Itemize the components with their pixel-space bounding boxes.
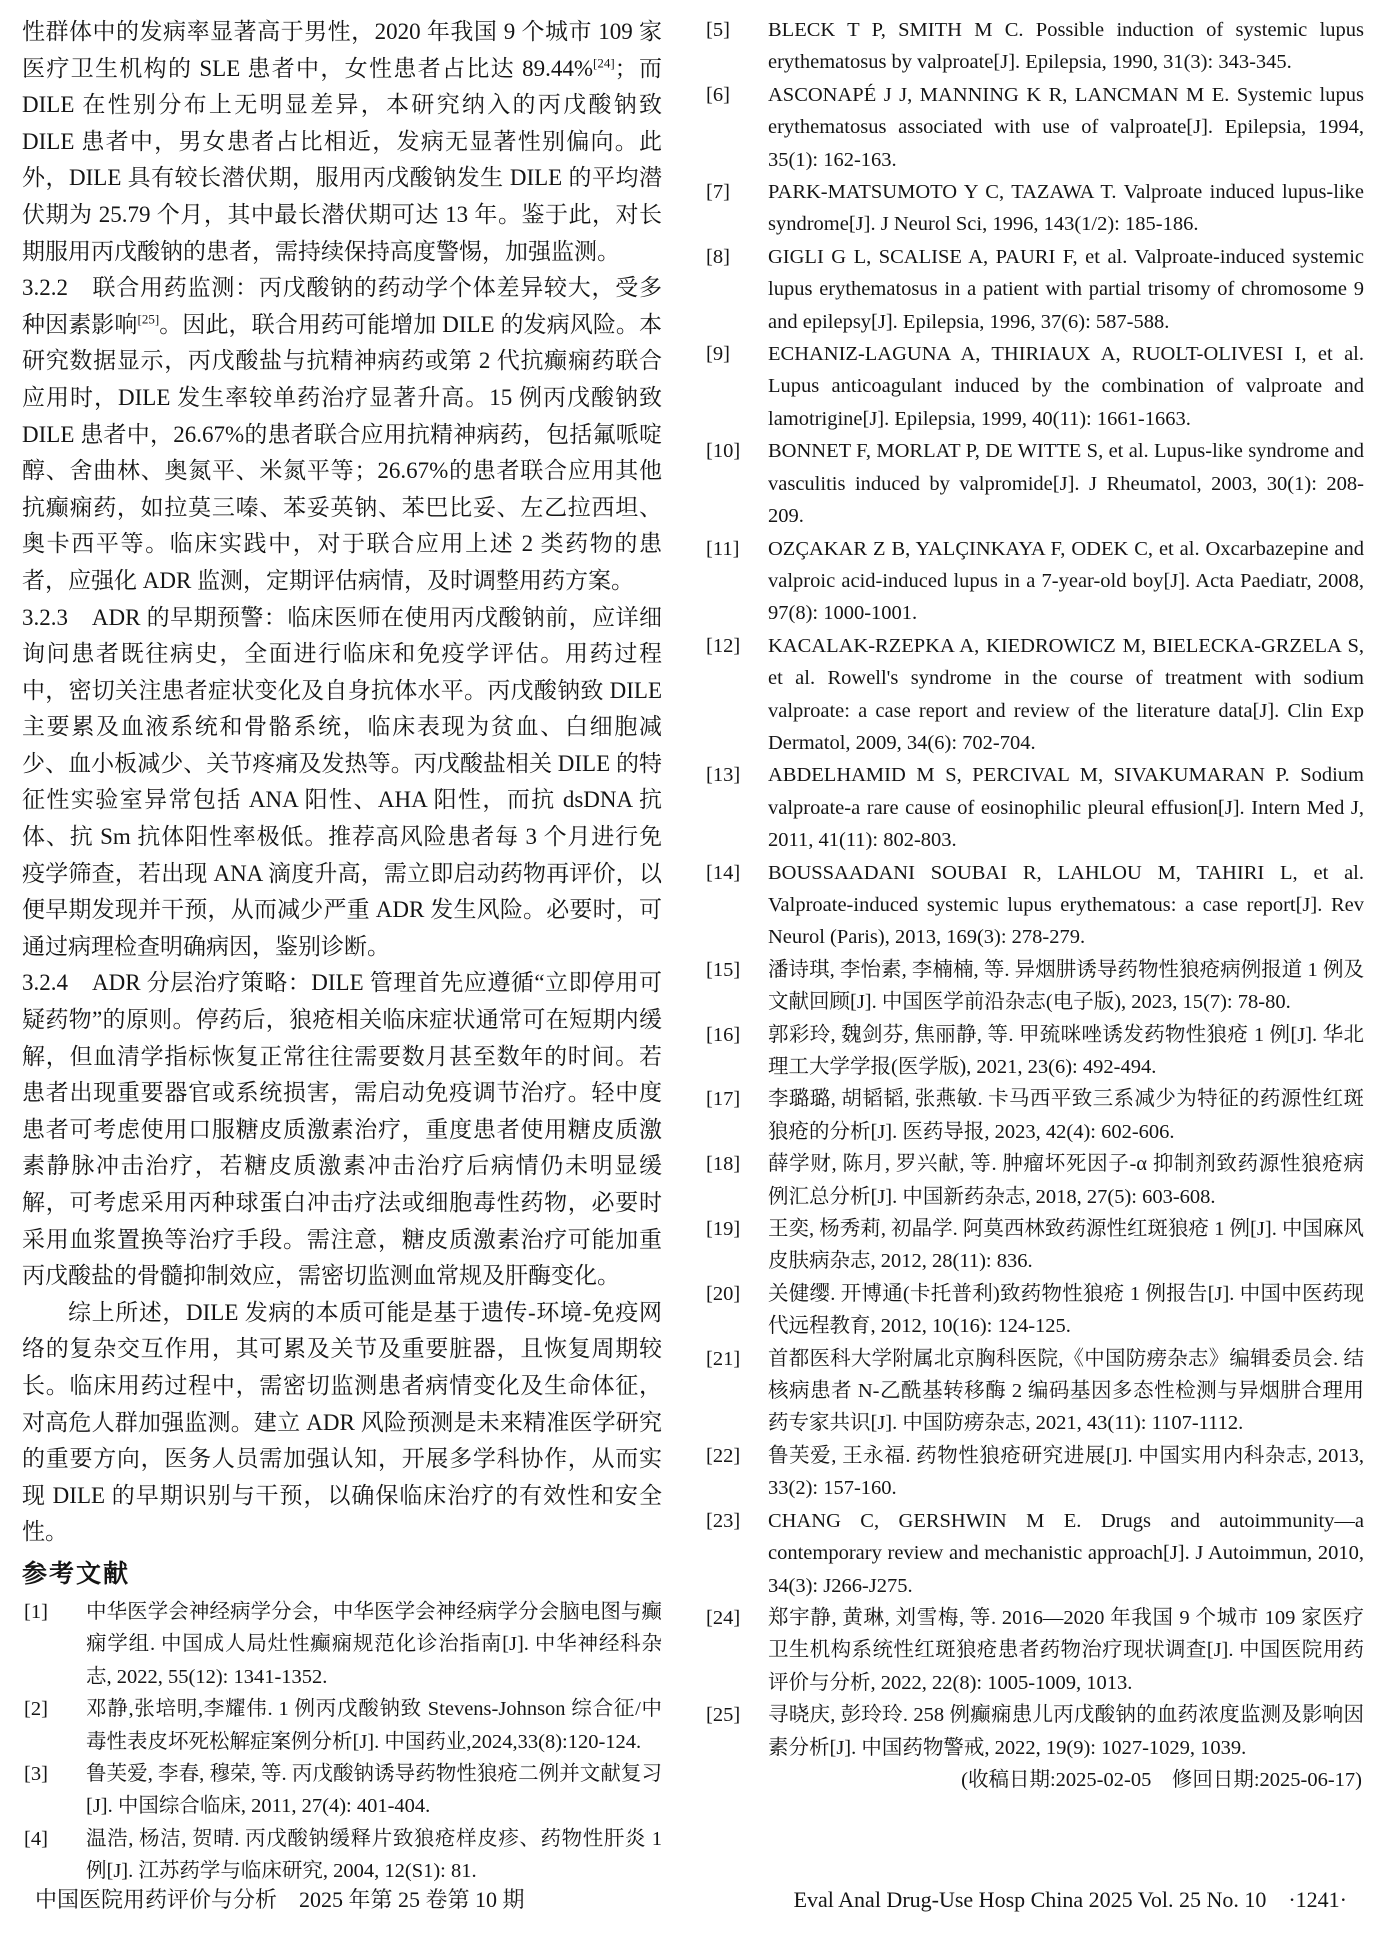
reference-item: [704, 79, 1364, 176]
reference-item: [704, 533, 1364, 630]
reference-text: 李璐璐, 胡韬韬, 张燕敏. 卡马西平致三系减少为特征的药源性红斑狼疮的分析[J]. 医药导报, 2023, 42(4): 602-606.: [768, 1088, 1364, 1143]
reference-item: [704, 954, 1364, 1019]
reference-text: PARK-MATSUMOTO Y C, TAZAWA T. Valproate induced lupus-like syndrome[J]. J Neurol Sci, 1996, 143(1/2): 185-186.: [768, 181, 1364, 236]
reference-item: [704, 14, 1364, 79]
reference-text: OZÇAKAR Z B, YALÇINKAYA F, ODEK C, et al. Oxcarbazepine and valproic acid-induced lupus in a 7-year-old boy[J]. Acta Paediatr, 2008, 97(8): 1000-1001.: [768, 537, 1364, 625]
reference-text: BOUSSAADANI SOUBAI R, LAHLOU M, TAHIRI L, et al. Valproate-induced systemic lupus erythematous: a case report[J]. Rev Neurol (Paris), 2013, 169(3): 278-279.: [768, 861, 1364, 949]
reference-item: [704, 435, 1364, 532]
reference-item: [704, 630, 1364, 760]
body-paragraph: 3.2.4 ADR 分层治疗策略：DILE 管理首先应遵循“立即停用可疑药物”的原则。停药后，狼疮相关临床症状通常可在短期内缓解，但血清学指标恢复正常往往需要数月甚至数年的时间。若患者出现重要器官或系统损害，需启动免疫调节治疗。轻中度患者可考虑使用口服糖皮质激素治疗，重度患者使用糖皮质激素静脉冲击治疗，若糖皮质激素冲击治疗后病情仍未明显缓解，可考虑采用丙种球蛋白冲击疗法或细胞毒性药物，必要时采用血浆置换等治疗手段。需注意，糖皮质激素治疗可能加重丙戊酸盐的骨髓抑制效应，需密切监测血常规及肝酶变化。: [22, 970, 662, 1289]
reference-number: [16]: [706, 1023, 741, 1046]
reference-text: 寻晓庆, 彭玲玲. 258 例癫痫患儿丙戊酸钠的血药浓度监测及影响因素分析[J]. 中国药物警戒, 2022, 19(9): 1027-1029, 1039.: [768, 1704, 1364, 1759]
reference-number: [2]: [24, 1698, 48, 1721]
reference-item: [704, 1083, 1364, 1148]
page-footer: [35, 1886, 1347, 1914]
reference-number: [24]: [706, 1606, 741, 1629]
reference-number: [12]: [706, 634, 741, 657]
reference-item: [704, 241, 1364, 338]
reference-text: 首都医科大学附属北京胸科医院,《中国防痨杂志》编辑委员会. 结核病患者 N-乙酰基转移酶 2 编码基因多态性检测与异烟肼合理用药专家共识[J]. 中国防痨杂志, 2021, 43(11): 1107-1112.: [768, 1347, 1364, 1435]
reference-text: BONNET F, MORLAT P, DE WITTE S, et al. Lupus-like syndrome and vasculitis induced by valpromide[J]. J Rheumatol, 2003, 30(1): 208-209.: [768, 440, 1364, 528]
right-column: [704, 14, 1364, 1888]
reference-text: 潘诗琪, 李怡素, 李楠楠, 等. 异烟肼诱导药物性狼疮病例报道 1 例及文献回顾[J]. 中国医学前沿杂志(电子版), 2023, 15(7): 78-80.: [768, 958, 1364, 1014]
reference-item: [704, 1602, 1364, 1699]
reference-item: [704, 1505, 1364, 1602]
reference-text: ECHANIZ-LAGUNA A, THIRIAUX A, RUOLT-OLIVESI I, et al. Lupus anticoagulant induced by the combination of valproate and lamotrigine[J]. Epilepsia, 1999, 40(11): 1661-1663.: [768, 343, 1364, 430]
reference-item: [704, 1213, 1364, 1278]
reference-text: ABDELHAMID M S, PERCIVAL M, SIVAKUMARAN P. Sodium valproate-a rare cause of eosinophilic pleural effusion[J]. Intern Med J, 2011, 41(11): 802-803.: [768, 764, 1364, 852]
reference-number: [13]: [706, 764, 741, 787]
body-paragraph: 性群体中的发病率显著高于男性，2020 年我国 9 个城市 109 家医疗卫生机构的 SLE 患者中，女性患者占比达 89.44%[24]；而 DILE 在性别分布上无明显差异，本研究纳入的丙戊酸钠致 DILE 患者中，男女患者占比相近，发病无显著性别偏向。此外，DILE 具有较长潜伏期，服用丙戊酸钠发生 DILE 的平均潜伏期为 25.79 个月，其中最长潜伏期可达 13 年。鉴于此，对长期服用丙戊酸钠的患者，需持续保持高度警惕，加强监测。: [22, 19, 663, 264]
reference-number: [25]: [706, 1704, 741, 1727]
reference-text: 郑宇静, 黄琳, 刘雪梅, 等. 2016—2020 年我国 9 个城市 109 家医疗卫生机构系统性红斑狼疮患者药物治疗现状调查[J]. 中国医院用药评价与分析, 2022, 22(8): 1005-1009, 1013.: [768, 1606, 1364, 1694]
reference-item: [704, 1699, 1364, 1764]
reference-number: [23]: [706, 1509, 741, 1532]
reference-item: [704, 338, 1364, 435]
reference-item: [704, 857, 1364, 954]
reference-item: [22, 1823, 662, 1888]
references-heading: 参考文献: [22, 1559, 131, 1588]
reference-text: 郭彩玲, 魏剑芬, 焦丽静, 等. 甲巯咪唑诱发药物性狼疮 1 例[J]. 华北理工大学学报(医学版), 2021, 23(6): 492-494.: [768, 1023, 1364, 1078]
footer-journal-title-en: Eval Anal Drug-Use Hosp China 2025 Vol. 25 No. 10 ·1241·: [793, 1887, 1347, 1912]
reference-number: [21]: [706, 1347, 741, 1370]
reference-number: [7]: [706, 181, 730, 204]
reference-number: [22]: [706, 1444, 741, 1467]
reference-text: CHANG C, GERSHWIN M E. Drugs and autoimmunity—a contemporary review and mechanistic approach[J]. J Autoimmun, 2010, 34(3): J266-J275.: [768, 1509, 1364, 1597]
reference-item: [704, 1440, 1364, 1505]
citation-superscript: [25]: [137, 311, 160, 327]
reference-number: [15]: [706, 958, 741, 981]
reference-text: 中华医学会神经病学分会，中华医学会神经病学分会脑电图与癫痫学组. 中国成人局灶性癫痫规范化诊治指南[J]. 中华神经科杂志, 2022, 55(12): 1341-1352.: [86, 1600, 662, 1688]
reference-item: [704, 1278, 1364, 1343]
citation-superscript: [24]: [593, 54, 615, 70]
reference-number: [6]: [706, 83, 730, 106]
reference-number: [14]: [706, 861, 741, 884]
reference-text: 邓静,张培明,李耀伟. 1 例丙戊酸钠致 Stevens-Johnson 综合征/中毒性表皮坏死松解症案例分析[J]. 中国药业,2024,33(8):120-124.: [86, 1698, 662, 1753]
reference-text: 关健缨. 开博通(卡托普利)致药物性狼疮 1 例报告[J]. 中国中医药现代远程教育, 2012, 10(16): 124-125.: [768, 1282, 1364, 1338]
body-paragraphs: [22, 14, 662, 1551]
reference-number: [9]: [706, 343, 730, 366]
reference-item: [704, 759, 1364, 856]
reference-item: [704, 1343, 1364, 1440]
reference-text: 温浩, 杨洁, 贺晴. 丙戊酸钠缓释片致狼疮样皮疹、药物性肝炎 1 例[J]. 江苏药学与临床研究, 2004, 12(S1): 81.: [86, 1827, 662, 1883]
reference-text: 薛学财, 陈月, 罗兴献, 等. 肿瘤坏死因子-α 抑制剂致药源性狼疮病例汇总分析[J]. 中国新药杂志, 2018, 27(5): 603-608.: [768, 1153, 1364, 1208]
reference-number: [17]: [706, 1088, 741, 1111]
reference-item: [22, 1693, 662, 1758]
reference-number: [4]: [24, 1827, 48, 1850]
reference-number: [20]: [706, 1282, 741, 1305]
reference-text: 鲁芙爱, 李春, 穆荣, 等. 丙戊酸钠诱导药物性狼疮二例并文献复习[J]. 中国综合临床, 2011, 27(4): 401-404.: [86, 1762, 662, 1818]
footer-journal-title-cn: 中国医院用药评价与分析 2025 年第 25 卷第 10 期: [35, 1887, 525, 1912]
reference-number: [3]: [24, 1762, 48, 1785]
reference-text: GIGLI G L, SCALISE A, PAURI F, et al. Valproate-induced systemic lupus erythematosus in a patient with partial trisomy of chromosome 9 and epilepsy[J]. Epilepsia, 1996, 37(6): 587-588.: [768, 245, 1364, 333]
reference-text: 鲁芙爱, 王永福. 药物性狼疮研究进展[J]. 中国实用内科杂志, 2013, 33(2): 157-160.: [768, 1444, 1364, 1500]
body-paragraph: 综上所述，DILE 发病的本质可能是基于遗传-环境-免疫网络的复杂交互作用，其可累及关节及重要脏器，且恢复周期较长。临床用药过程中，需密切监测患者病情变化及生命体征，对高危人群加强监测。建立 ADR 风险预测是未来精准医学研究的重要方向，医务人员需加强认知，开展多学科协作，从而实现 DILE 的早期识别与干预，以确保临床治疗的有效性和安全性。: [22, 1299, 662, 1545]
reference-text: BLECK T P, SMITH M C. Possible induction of systemic lupus erythematosus by valproate[J]. Epilepsia, 1990, 31(3): 343-345.: [768, 19, 1364, 74]
reference-number: [11]: [706, 537, 740, 560]
page-columns: [22, 14, 1364, 1888]
reference-item: [704, 176, 1364, 241]
body-paragraph: 3.2.2 联合用药监测：丙戊酸钠的药动学个体差异较大，受多种因素影响[25]。因此，联合用药可能增加 DILE 的发病风险。本研究数据显示，丙戊酸盐与抗精神病药或第 2 代抗癫痫药联合应用时，DILE 发生率较单药治疗显著升高。15 例丙戊酸钠致 DILE 患者中，26.67%的患者联合应用抗精神病药，包括氟哌啶醇、舍曲林、奥氮平、米氮平等；26.67%的患者联合应用其他抗癫痫药，如拉莫三嗪、苯妥英钠、苯巴比妥、左乙拉西坦、奥卡西平等。临床实践中，对于联合应用上述 2 类药物的患者，应强化 ADR 监测，定期评估病情，及时调整用药方案。: [22, 275, 663, 593]
left-column: [22, 14, 662, 1888]
reference-item: [22, 1596, 662, 1693]
received-revised-dates: (收稿日期:2025-02-05 修回日期:2025-06-17): [961, 1768, 1362, 1791]
reference-item: [704, 1148, 1364, 1213]
references-left: [22, 1596, 662, 1888]
body-paragraph: 3.2.3 ADR 的早期预警：临床医师在使用丙戊酸钠前，应详细询问患者既往病史，全面进行临床和免疫学评估。用药过程中，密切关注患者症状变化及自身抗体水平。丙戊酸钠致 DILE 主要累及血液系统和骨骼系统，临床表现为贫血、白细胞减少、血小板减少、关节疼痛及发热等。丙戊酸盐相关 DILE 的特征性实验室异常包括 ANA 阳性、AHA 阳性，而抗 dsDNA 抗体、抗 Sm 抗体阳性率极低。推荐高风险患者每 3 个月进行免疫学筛查，若出现 ANA 滴度升高，需立即启动药物再评价，以便早期发现并干预，从而减少严重 ADR 发生风险。必要时，可通过病理检查明确病因，鉴别诊断。: [22, 604, 662, 959]
reference-item: [22, 1758, 662, 1823]
references-right: [704, 14, 1364, 1764]
reference-number: [1]: [24, 1600, 48, 1623]
reference-number: [19]: [706, 1218, 741, 1241]
reference-number: [5]: [706, 19, 730, 41]
reference-number: [18]: [706, 1153, 741, 1176]
reference-text: 王奕, 杨秀莉, 初晶学. 阿莫西林致药源性红斑狼疮 1 例[J]. 中国麻风皮肤病杂志, 2012, 28(11): 836.: [768, 1218, 1364, 1273]
reference-text: KACALAK-RZEPKA A, KIEDROWICZ M, BIELECKA-GRZELA S, et al. Rowell's syndrome in the course of treatment with sodium valproate: a case report and review of the literature data[J]. Clin Exp Dermatol, 2009, 34(6): 702-704.: [768, 634, 1364, 754]
reference-number: [10]: [706, 440, 741, 463]
reference-number: [8]: [706, 245, 730, 268]
reference-text: ASCONAPÉ J J, MANNING K R, LANCMAN M E. Systemic lupus erythematosus associated with use of valproate[J]. Epilepsia, 1994, 35(1): 162-163.: [768, 83, 1364, 171]
reference-item: [704, 1019, 1364, 1084]
